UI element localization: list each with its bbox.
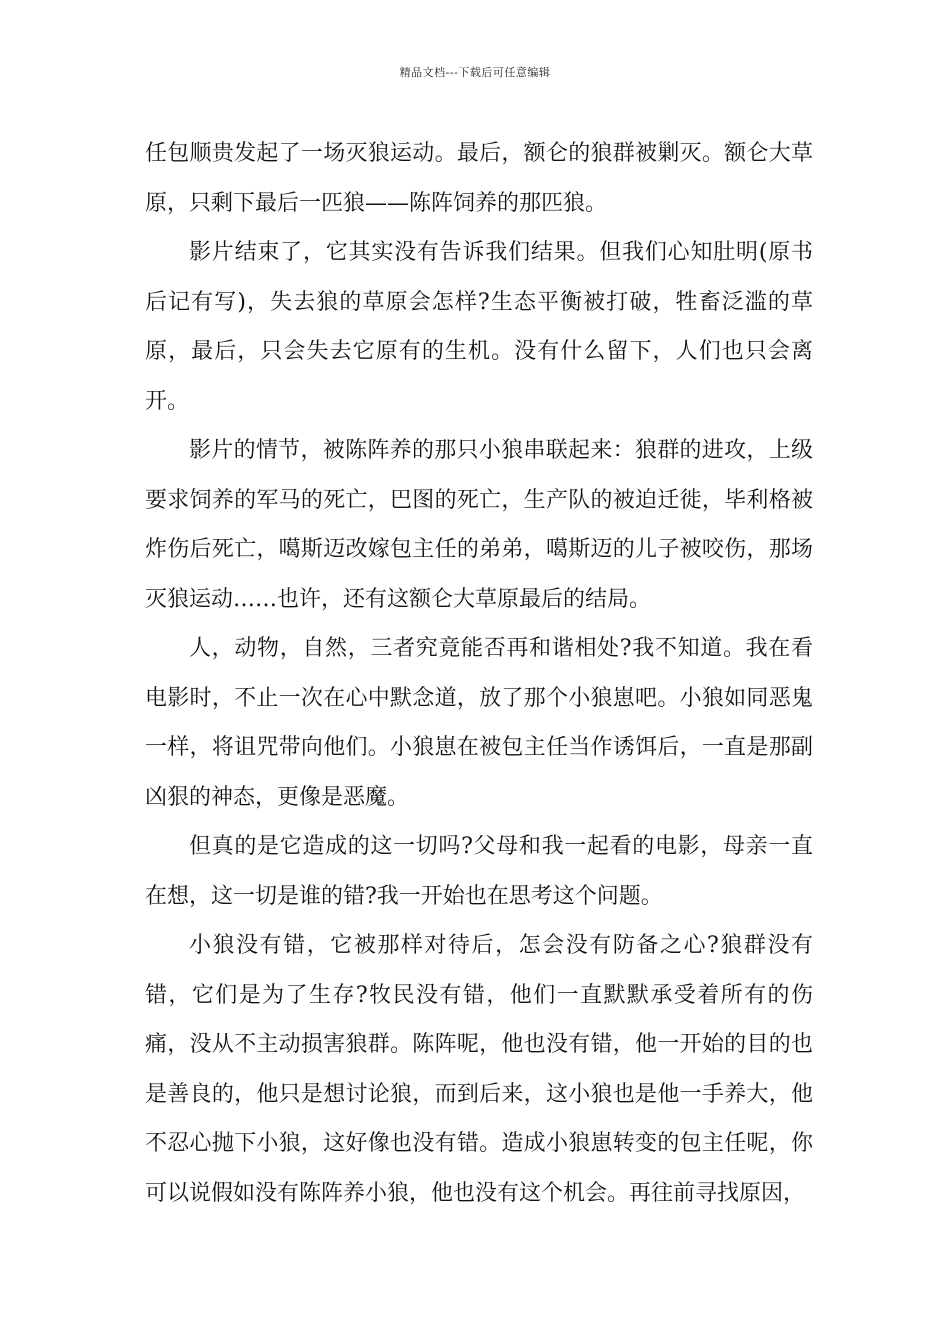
paragraph: 影片结束了，它其实没有告诉我们结果。但我们心知肚明(原书后记有写)，失去狼的草原会怎样?生态平衡被打破，牲畜泛滥的草原，最后，只会失去它原有的生机。没有什么留下，人们也只会离开。 xyxy=(145,240,813,414)
document-body xyxy=(145,129,813,1218)
paragraph: 但真的是它造成的这一切吗?父母和我一起看的电影，母亲一直在想，这一切是谁的错?我一开始也在思考这个问题。 xyxy=(145,834,813,909)
paragraph: 人，动物，自然，三者究竟能否再和谐相处?我不知道。我在看电影时，不止一次在心中默念道，放了那个小狼崽吧。小狼如同恶鬼一样，将诅咒带向他们。小狼崽在被包主任当作诱饵后，一直是那副凶狠的神态，更像是恶魔。 xyxy=(145,636,813,810)
page-header: 精品文档---下载后可任意编辑 xyxy=(399,66,551,79)
paragraph: 小狼没有错，它被那样对待后，怎会没有防备之心?狼群没有错，它们是为了生存?牧民没有错，他们一直默默承受着所有的伤痛，没从不主动损害狼群。陈阵呢，他也没有错，他一开始的目的也是善良的，他只是想讨论狼，而到后来，这小狼也是他一手养大，他不忍心抛下小狼，这好像也没有错。造成小狼崽转变的包主任呢，你可以说假如没有陈阵养小狼，他也没有这个机会。再往前寻找原因， xyxy=(145,933,814,1206)
paragraph-continued: 任包顺贵发起了一场灭狼运动。最后，额仑的狼群被剿灭。额仑大草原，只剩下最后一匹狼——陈阵饲养的那匹狼。 xyxy=(145,141,813,216)
paragraph: 影片的情节，被陈阵养的那只小狼串联起来：狼群的进攻，上级要求饲养的军马的死亡，巴图的死亡，生产队的被迫迁徙，毕利格被炸伤后死亡，噶斯迈改嫁包主任的弟弟，噶斯迈的儿子被咬伤，那场灭狼运动……也许，还有这额仑大草原最后的结局。 xyxy=(145,438,813,612)
